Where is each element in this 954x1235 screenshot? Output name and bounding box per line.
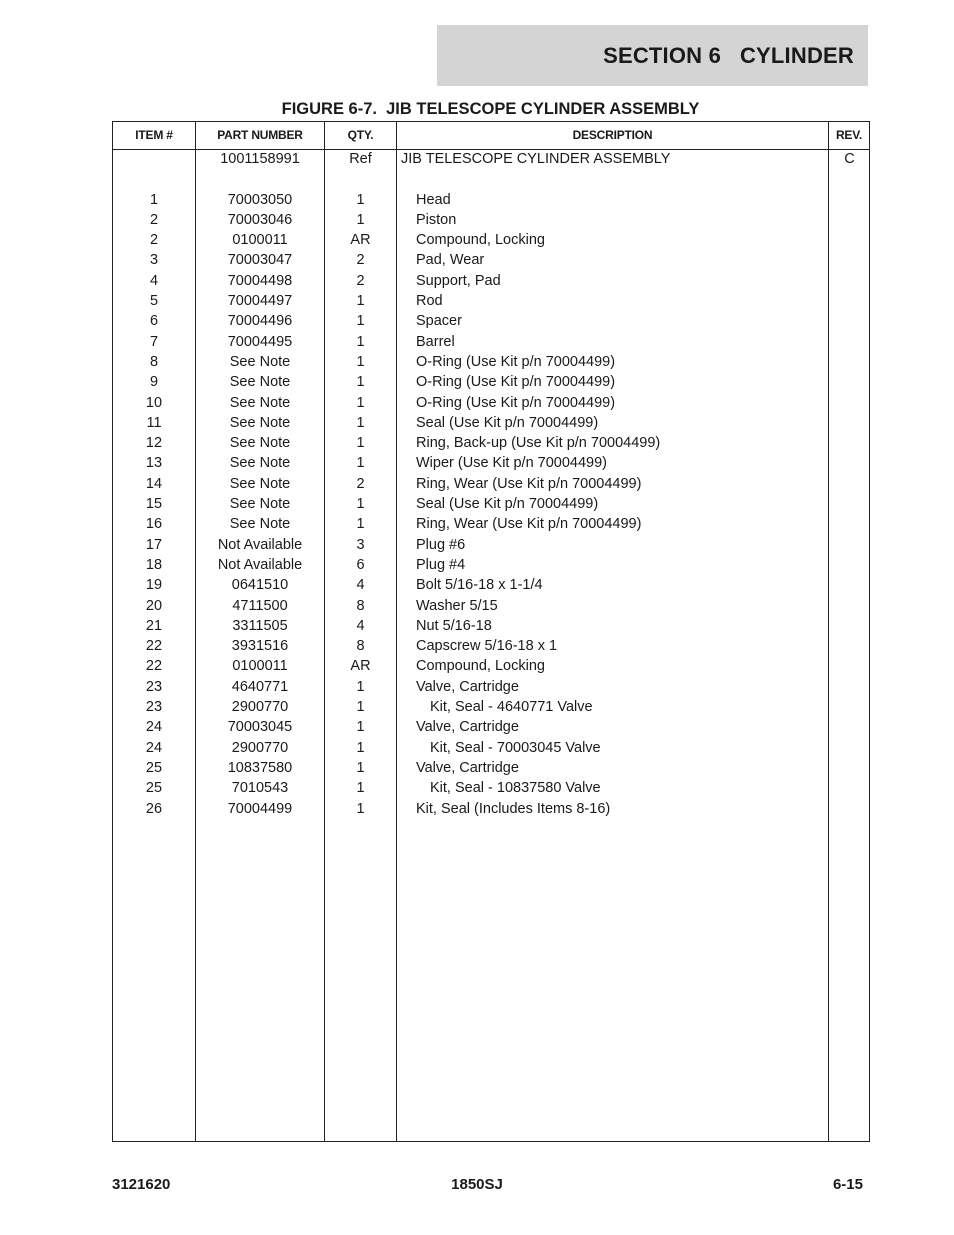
quantity-cell: 1 <box>356 759 365 776</box>
table-row <box>113 677 869 697</box>
part-number-cell: See Note <box>229 394 291 411</box>
table-row <box>113 474 869 494</box>
description-cell: Piston <box>416 211 457 228</box>
quantity-cell: 1 <box>356 293 365 310</box>
table-row <box>113 149 869 169</box>
item-number-cell: 4 <box>149 272 159 289</box>
item-number-cell: 19 <box>145 577 163 594</box>
description-cell: O-Ring (Use Kit p/n 70004499) <box>416 374 616 391</box>
table-row <box>113 799 869 819</box>
part-number-cell: 7010543 <box>231 780 289 797</box>
item-number-cell: 14 <box>145 475 163 492</box>
quantity-cell: Ref <box>349 151 372 167</box>
quantity-cell: 1 <box>356 211 365 228</box>
table-row <box>113 697 869 717</box>
description-cell: Barrel <box>416 333 455 350</box>
part-number-cell: 0100011 <box>232 232 288 249</box>
quantity-cell: 2 <box>356 272 365 289</box>
table-row <box>113 291 869 311</box>
part-number-cell: 0100011 <box>232 658 288 675</box>
part-number-cell: See Note <box>229 455 291 472</box>
header-description: DESCRIPTION <box>572 128 653 142</box>
part-number-cell: 0641510 <box>231 577 289 594</box>
table-row <box>113 413 869 433</box>
item-number-cell: 17 <box>145 536 163 553</box>
part-number-cell: See Note <box>229 353 291 370</box>
item-number-cell: 10 <box>145 394 163 411</box>
item-number-cell: 12 <box>145 435 163 452</box>
item-number-cell: 21 <box>145 617 163 634</box>
table-row <box>113 433 869 453</box>
quantity-cell: 1 <box>356 353 365 370</box>
description-cell: Kit, Seal - 70003045 Valve <box>430 739 601 756</box>
table-row <box>113 393 869 413</box>
quantity-cell: 6 <box>356 556 365 573</box>
quantity-cell: 8 <box>356 638 365 655</box>
item-number-cell: 9 <box>149 374 159 391</box>
table-row <box>113 210 869 230</box>
section-title: SECTION 6 CYLINDER <box>603 42 854 68</box>
footer-document-number: 3121620 <box>112 1176 171 1193</box>
description-cell: Wiper (Use Kit p/n 70004499) <box>416 455 608 472</box>
table-row <box>113 555 869 575</box>
description-cell: Valve, Cartridge <box>416 678 519 695</box>
description-cell: Kit, Seal (Includes Items 8-16) <box>416 800 611 817</box>
description-cell: Nut 5/16-18 <box>416 617 492 634</box>
part-number-cell: 70004498 <box>227 272 293 289</box>
part-number-cell: 70004497 <box>227 293 293 310</box>
description-cell: Plug #6 <box>416 536 466 553</box>
part-number-cell: 2900770 <box>231 699 289 716</box>
description-cell: Bolt 5/16-18 x 1-1/4 <box>416 577 543 594</box>
part-number-cell: 10837580 <box>227 759 293 776</box>
description-cell: Ring, Wear (Use Kit p/n 70004499) <box>416 475 642 492</box>
table-row <box>113 514 869 534</box>
part-number-cell: See Note <box>229 496 291 513</box>
table-row <box>113 616 869 636</box>
part-number-cell: Not Available <box>217 556 303 573</box>
quantity-cell: 1 <box>356 719 365 736</box>
header-part-number: PART NUMBER <box>217 128 303 142</box>
description-cell: Seal (Use Kit p/n 70004499) <box>416 496 599 513</box>
description-cell: Capscrew 5/16-18 x 1 <box>416 638 558 655</box>
item-number-cell: 24 <box>145 739 163 756</box>
quantity-cell: 1 <box>356 435 365 452</box>
table-row <box>113 453 869 473</box>
table-row <box>113 311 869 331</box>
part-number-cell: See Note <box>229 374 291 391</box>
table-row <box>113 575 869 595</box>
quantity-cell: 1 <box>356 800 365 817</box>
table-row <box>113 738 869 758</box>
footer-page-number: 6-15 <box>832 1176 863 1193</box>
part-number-cell: 70004496 <box>227 313 293 330</box>
description-cell: Valve, Cartridge <box>416 759 519 776</box>
item-number-cell: 3 <box>149 252 159 269</box>
quantity-cell: 1 <box>356 374 365 391</box>
description-cell: Ring, Wear (Use Kit p/n 70004499) <box>416 516 642 533</box>
item-number-cell: 2 <box>149 232 159 249</box>
quantity-cell: 4 <box>356 617 365 634</box>
part-number-cell: 70004495 <box>227 333 293 350</box>
item-number-cell: 8 <box>149 353 159 370</box>
item-number-cell: 20 <box>145 597 163 614</box>
item-number-cell: 6 <box>149 313 159 330</box>
part-number-cell: 4640771 <box>231 678 289 695</box>
description-cell: Plug #4 <box>416 556 466 573</box>
item-number-cell: 15 <box>145 496 163 513</box>
description-cell: O-Ring (Use Kit p/n 70004499) <box>416 394 616 411</box>
part-number-cell: 4711500 <box>232 597 288 614</box>
table-body <box>113 149 869 819</box>
table-row <box>113 778 869 798</box>
item-number-cell: 25 <box>145 759 163 776</box>
part-number-cell: 70003050 <box>227 191 293 208</box>
item-number-cell: 26 <box>145 800 163 817</box>
header-qty: QTY. <box>347 128 374 142</box>
part-number-cell: 3311505 <box>232 617 288 634</box>
part-number-cell: 3931516 <box>231 638 289 655</box>
quantity-cell: 3 <box>356 536 365 553</box>
table-row <box>113 717 869 737</box>
description-cell: JIB TELESCOPE CYLINDER ASSEMBLY <box>401 151 671 167</box>
description-cell: Rod <box>416 293 443 310</box>
part-number-cell: 2900770 <box>231 739 289 756</box>
part-number-cell: Not Available <box>217 536 303 553</box>
footer-model: 1850SJ <box>451 1176 503 1193</box>
quantity-cell: 1 <box>356 191 365 208</box>
figure-title: FIGURE 6-7. JIB TELESCOPE CYLINDER ASSEMBLY <box>281 100 700 118</box>
quantity-cell: 4 <box>356 577 365 594</box>
description-cell: Ring, Back-up (Use Kit p/n 70004499) <box>416 435 661 452</box>
description-cell: Kit, Seal - 10837580 Valve <box>430 780 601 797</box>
table-row <box>113 230 869 250</box>
item-number-cell: 2 <box>149 211 159 228</box>
revision-cell: C <box>844 151 855 167</box>
table-row <box>113 190 869 210</box>
item-number-cell: 16 <box>145 516 163 533</box>
header-item: ITEM # <box>135 128 173 142</box>
quantity-cell: 2 <box>356 475 365 492</box>
description-cell: Head <box>416 191 451 208</box>
item-number-cell: 5 <box>149 293 159 310</box>
quantity-cell: 1 <box>356 516 365 533</box>
table-row <box>113 250 869 270</box>
description-cell: Support, Pad <box>416 272 501 289</box>
quantity-cell: AR <box>350 658 371 675</box>
quantity-cell: 1 <box>356 780 365 797</box>
description-cell: Seal (Use Kit p/n 70004499) <box>416 414 599 431</box>
table-row <box>113 758 869 778</box>
item-number-cell: 11 <box>146 414 162 431</box>
description-cell: Kit, Seal - 4640771 Valve <box>430 699 593 716</box>
quantity-cell: 8 <box>356 597 365 614</box>
item-number-cell: 23 <box>145 678 163 695</box>
part-number-cell: 70003046 <box>227 211 293 228</box>
header-rev: REV. <box>835 128 863 142</box>
quantity-cell: 2 <box>356 252 365 269</box>
quantity-cell: 1 <box>356 394 365 411</box>
item-number-cell: 23 <box>145 699 163 716</box>
item-number-cell: 25 <box>145 780 163 797</box>
part-number-cell: See Note <box>229 516 291 533</box>
quantity-cell: 1 <box>356 313 365 330</box>
description-cell: Pad, Wear <box>416 252 485 269</box>
description-cell: Washer 5/15 <box>416 597 498 614</box>
item-number-cell: 24 <box>145 719 163 736</box>
table-row <box>113 271 869 291</box>
table-row <box>113 352 869 372</box>
table-row <box>113 494 869 514</box>
item-number-cell: 13 <box>145 455 163 472</box>
part-number-cell: See Note <box>229 435 291 452</box>
quantity-cell: 1 <box>356 414 365 431</box>
item-number-cell: 22 <box>145 658 163 675</box>
description-cell: Compound, Locking <box>416 658 545 675</box>
quantity-cell: 1 <box>356 496 365 513</box>
part-number-cell: 70003047 <box>227 252 293 269</box>
quantity-cell: AR <box>350 232 371 249</box>
table-row <box>113 596 869 616</box>
item-number-cell: 7 <box>149 333 159 350</box>
quantity-cell: 1 <box>356 739 365 756</box>
quantity-cell: 1 <box>356 455 365 472</box>
table-row <box>113 656 869 676</box>
part-number-cell: 1001158991 <box>220 151 300 167</box>
section-header <box>437 25 868 86</box>
description-cell: Compound, Locking <box>416 232 545 249</box>
part-number-cell: See Note <box>229 475 291 492</box>
table-row <box>113 169 869 189</box>
part-number-cell: See Note <box>229 414 291 431</box>
quantity-cell: 1 <box>356 699 365 716</box>
item-number-cell: 18 <box>145 556 163 573</box>
quantity-cell: 1 <box>356 333 365 350</box>
quantity-cell: 1 <box>356 678 365 695</box>
table-row <box>113 332 869 352</box>
table-row <box>113 535 869 555</box>
table-row <box>113 372 869 392</box>
part-number-cell: 70003045 <box>227 719 293 736</box>
description-cell: O-Ring (Use Kit p/n 70004499) <box>416 353 616 370</box>
parts-table <box>112 121 870 1142</box>
description-cell: Valve, Cartridge <box>416 719 519 736</box>
part-number-cell: 70004499 <box>227 800 293 817</box>
table-row <box>113 636 869 656</box>
description-cell: Spacer <box>416 313 462 330</box>
item-number-cell: 22 <box>145 638 163 655</box>
item-number-cell: 1 <box>149 191 159 208</box>
